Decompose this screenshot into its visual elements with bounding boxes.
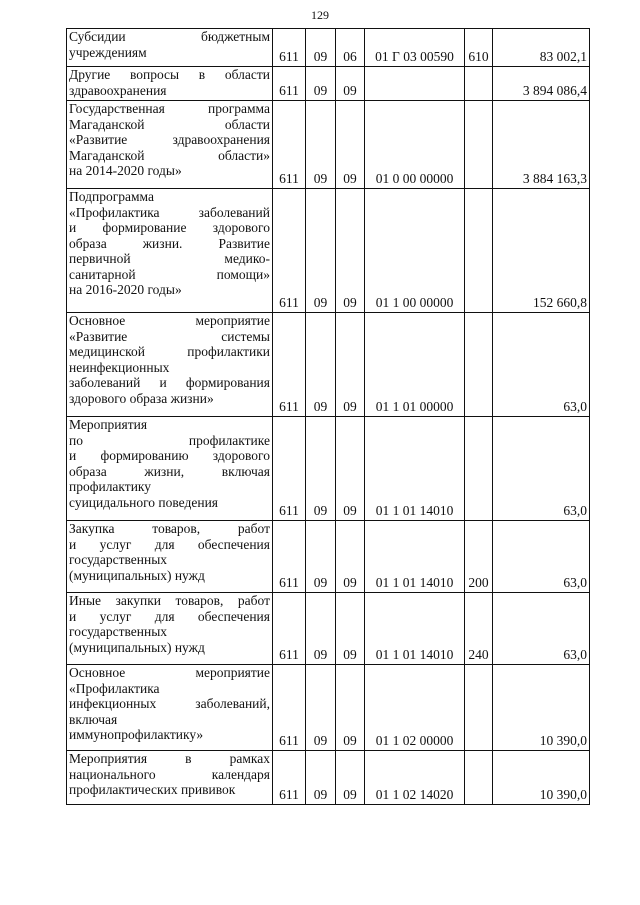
amount-cell-value: 63,0 [563, 646, 587, 662]
amount-cell-value: 3 884 163,3 [522, 170, 587, 186]
expense-type-cell [465, 593, 493, 665]
admin-code-cell [273, 189, 306, 313]
amount-cell-value: 63,0 [563, 502, 587, 518]
amount-cell [493, 29, 590, 67]
subsection-code-cell [336, 665, 365, 751]
admin-code-cell-value: 611 [279, 646, 299, 662]
admin-code-cell-value: 611 [279, 82, 299, 98]
row-name-line: первичной медико- [69, 251, 270, 266]
section-code-cell [306, 593, 336, 665]
target-article-cell-value: 01 1 00 00000 [375, 294, 454, 310]
admin-code-cell [273, 101, 306, 189]
subsection-code-cell-value: 09 [343, 294, 357, 310]
row-name [67, 189, 273, 313]
expense-type-cell [465, 521, 493, 593]
row-name-line: включая [69, 711, 118, 727]
table-row [67, 67, 590, 101]
section-code-cell [306, 313, 336, 417]
row-name-line: иммунопрофилактику» [69, 727, 204, 742]
subsection-code-cell-value: 09 [343, 646, 357, 662]
admin-code-cell [273, 67, 306, 101]
row-name-line: и формирование здорового [69, 220, 270, 235]
section-code-cell [306, 67, 336, 101]
row-name-line: государственных [69, 552, 168, 567]
section-code-cell-value: 09 [313, 170, 328, 186]
expense-type-cell-value [467, 802, 490, 804]
target-article-cell [365, 67, 465, 101]
section-code-cell-value: 09 [313, 398, 328, 414]
target-article-cell-value: 01 1 02 14020 [375, 786, 454, 802]
admin-code-cell-value: 611 [279, 48, 299, 64]
table-row [67, 521, 590, 593]
subsection-code-cell [336, 751, 365, 805]
amount-cell-value: 83 002,1 [539, 48, 587, 64]
row-name-line: здравоохранения [69, 82, 167, 98]
row-name-line: «Развитие системы [69, 328, 270, 344]
row-name [67, 417, 273, 521]
row-name-line: Основное мероприятие [69, 313, 270, 328]
amount-cell [493, 417, 590, 521]
target-article-cell-value: 01 1 01 00000 [375, 398, 454, 414]
expense-type-cell [465, 417, 493, 521]
target-article-cell-value: 01 1 01 14010 [375, 574, 454, 590]
target-article-cell-value: 01 1 01 14010 [375, 502, 454, 518]
row-name-line: санитарной помощи» [69, 266, 270, 282]
table-row [67, 417, 590, 521]
amount-cell-value: 63,0 [563, 574, 587, 590]
section-code-cell-value: 09 [313, 82, 328, 98]
target-article-cell [365, 751, 465, 805]
amount-cell [493, 521, 590, 593]
admin-code-cell-value: 611 [279, 170, 299, 186]
amount-cell-value: 10 390,0 [539, 786, 587, 802]
row-name-line: Подпрограмма [69, 189, 154, 204]
section-code-cell [306, 521, 336, 593]
row-name-line: государственных [69, 624, 168, 639]
admin-code-cell-value: 611 [279, 574, 299, 590]
target-article-cell [365, 417, 465, 521]
table-row [67, 189, 590, 313]
subsection-code-cell [336, 101, 365, 189]
table-body [67, 29, 590, 805]
expense-type-cell [465, 67, 493, 101]
row-name [67, 29, 273, 67]
row-name-line: «Развитие здравоохранения [69, 132, 270, 147]
target-article-cell-value: 01 1 01 14010 [375, 646, 454, 662]
row-name-line: Субсидии бюджетным [69, 29, 270, 44]
target-article-cell-value: 01 0 00 00000 [375, 170, 454, 186]
row-name-line: на 2016-2020 годы» [69, 282, 182, 297]
expense-type-cell [465, 101, 493, 189]
amount-cell [493, 313, 590, 417]
subsection-code-cell [336, 417, 365, 521]
row-name [67, 521, 273, 593]
target-article-cell [365, 521, 465, 593]
amount-cell [493, 593, 590, 665]
expense-type-cell-value: 610 [468, 48, 489, 64]
budget-table [66, 28, 590, 805]
target-article-cell-value: 01 Г 03 00590 [375, 48, 454, 64]
row-name-line: Магаданской области [69, 116, 270, 132]
section-code-cell [306, 189, 336, 313]
expense-type-cell-value: 200 [468, 574, 489, 590]
subsection-code-cell-value: 09 [343, 398, 357, 414]
subsection-code-cell-value: 06 [343, 48, 357, 64]
subsection-code-cell [336, 67, 365, 101]
admin-code-cell [273, 593, 306, 665]
target-article-cell [365, 29, 465, 67]
target-article-cell [365, 189, 465, 313]
row-name-line: (муниципальных) нужд [69, 567, 205, 583]
subsection-code-cell [336, 189, 365, 313]
row-name-line: медицинской профилактики [69, 344, 270, 359]
section-code-cell [306, 101, 336, 189]
table-row [67, 101, 590, 189]
amount-cell-value: 10 390,0 [539, 732, 587, 748]
row-name-line: Иные закупки товаров, работ [69, 593, 270, 608]
row-name-line: и услуг для обеспечения [69, 536, 270, 552]
row-name-line: и услуг для обеспечения [69, 608, 270, 624]
target-article-cell [365, 101, 465, 189]
table-row [67, 29, 590, 67]
row-name-line: Другие вопросы в области [69, 67, 270, 82]
row-name-line: «Профилактика [69, 680, 160, 696]
row-name [67, 67, 273, 101]
row-name-line: суицидального поведения [69, 494, 219, 510]
table-row [67, 751, 590, 805]
section-code-cell-value: 09 [313, 502, 328, 518]
subsection-code-cell-value: 09 [343, 170, 357, 186]
row-name-line: образа жизни. Развитие [69, 235, 270, 251]
row-name-line: по профилактике [69, 432, 270, 448]
admin-code-cell-value: 611 [279, 398, 299, 414]
admin-code-cell-value: 611 [279, 502, 299, 518]
target-article-cell-value: 01 1 02 00000 [375, 732, 454, 748]
section-code-cell [306, 29, 336, 67]
row-name-line: заболеваний и формирования [69, 375, 270, 390]
target-article-cell [365, 313, 465, 417]
amount-cell [493, 665, 590, 751]
amount-cell [493, 67, 590, 101]
section-code-cell [306, 751, 336, 805]
subsection-code-cell-value: 09 [343, 574, 357, 590]
admin-code-cell [273, 665, 306, 751]
row-name-line: профилактику [69, 479, 152, 494]
admin-code-cell [273, 751, 306, 805]
amount-cell-value: 3 894 086,4 [522, 82, 587, 98]
subsection-code-cell [336, 29, 365, 67]
expense-type-cell [465, 665, 493, 751]
expense-type-cell [465, 313, 493, 417]
section-code-cell-value: 09 [313, 294, 328, 310]
amount-cell [493, 189, 590, 313]
row-name [67, 593, 273, 665]
row-name-line: Мероприятия [69, 417, 148, 432]
admin-code-cell [273, 29, 306, 67]
row-name-line: Закупка товаров, работ [69, 521, 270, 536]
amount-cell-value: 152 660,8 [533, 294, 587, 310]
row-name-line: и формированию здорового [69, 448, 270, 463]
row-name [67, 101, 273, 189]
admin-code-cell-value: 611 [279, 294, 299, 310]
subsection-code-cell-value: 09 [343, 732, 357, 748]
admin-code-cell-value: 611 [279, 732, 299, 748]
admin-code-cell [273, 313, 306, 417]
section-code-cell [306, 665, 336, 751]
subsection-code-cell-value: 09 [343, 82, 357, 98]
target-article-cell [365, 665, 465, 751]
section-code-cell-value: 09 [313, 574, 328, 590]
subsection-code-cell-value: 09 [343, 786, 357, 802]
amount-cell [493, 101, 590, 189]
row-name-line: Государственная программа [69, 101, 270, 116]
row-name [67, 665, 273, 751]
row-name-line: национального календаря [69, 766, 270, 782]
row-name-line: здорового образа жизни» [69, 390, 214, 406]
row-name-line: на 2014-2020 годы» [69, 163, 182, 178]
row-name-line: Магаданской области» [69, 147, 270, 163]
row-name-line: Основное мероприятие [69, 665, 270, 680]
section-code-cell-value: 09 [313, 646, 328, 662]
table-row [67, 593, 590, 665]
section-code-cell-value: 09 [313, 48, 328, 64]
subsection-code-cell-value: 09 [343, 502, 357, 518]
admin-code-cell [273, 521, 306, 593]
row-name-line: образа жизни, включая [69, 463, 270, 479]
amount-cell [493, 751, 590, 805]
amount-cell-value: 63,0 [563, 398, 587, 414]
admin-code-cell [273, 417, 306, 521]
page-number: 129 [311, 8, 329, 22]
row-name-line: (муниципальных) нужд [69, 639, 205, 655]
table-row [67, 665, 590, 751]
expense-type-cell-value: 240 [468, 646, 489, 662]
section-code-cell-value: 09 [313, 732, 328, 748]
expense-type-cell [465, 189, 493, 313]
row-name-line: учреждениям [69, 44, 147, 60]
row-name-line: «Профилактика заболеваний [69, 204, 270, 220]
row-name-line: Мероприятия в рамках [69, 751, 270, 766]
row-name [67, 751, 273, 805]
target-article-cell [365, 593, 465, 665]
table-row [67, 313, 590, 417]
section-code-cell [306, 417, 336, 521]
row-name-line: инфекционных заболеваний, [69, 696, 270, 711]
subsection-code-cell [336, 593, 365, 665]
expense-type-cell [465, 29, 493, 67]
row-name-line: профилактических прививок [69, 782, 236, 797]
expense-type-cell [465, 751, 493, 805]
row-name [67, 313, 273, 417]
row-name-line: неинфекционных [69, 359, 170, 375]
subsection-code-cell [336, 313, 365, 417]
section-code-cell-value: 09 [313, 786, 328, 802]
admin-code-cell-value: 611 [279, 786, 299, 802]
subsection-code-cell [336, 521, 365, 593]
